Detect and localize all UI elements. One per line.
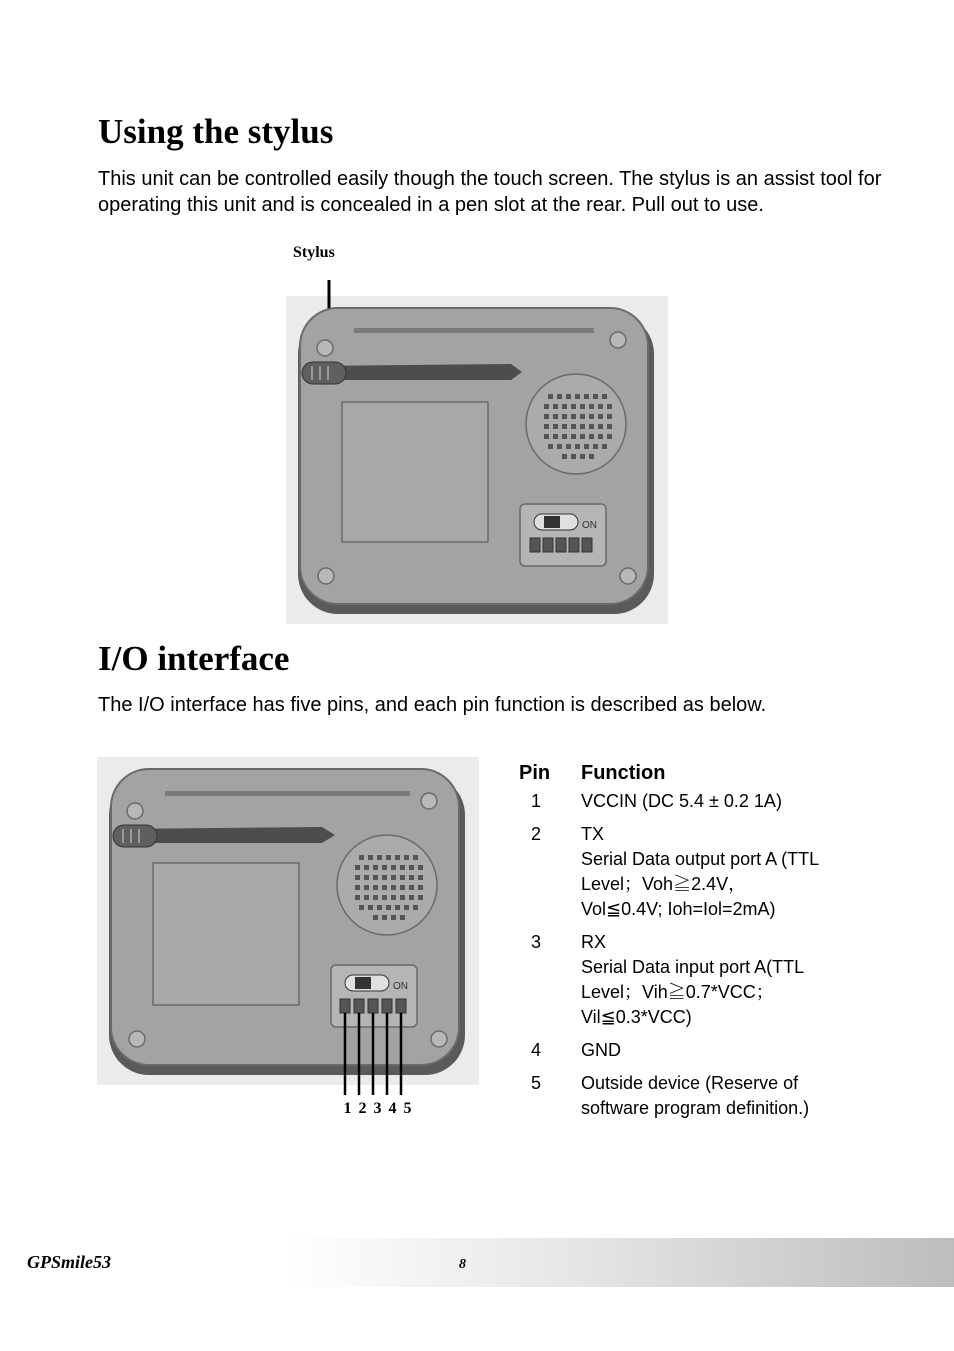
io-pins <box>340 999 406 1013</box>
switch-knob <box>355 977 371 989</box>
pin-row <box>519 1071 899 1121</box>
function-column-header: Function <box>581 762 666 784</box>
pin-number-labels <box>340 1100 415 1118</box>
screw-bottom-right <box>620 568 636 584</box>
top-groove <box>354 328 594 333</box>
pin-number-label: 2 <box>358 1100 367 1117</box>
stylus-paragraph: This unit can be controlled easily though the touch screen. The stylus is an assist tool for operating this unit and is concealed in a pen slot at the rear. Pull out to use. <box>98 168 882 216</box>
pin-function-table <box>519 759 899 1121</box>
screw-top-left <box>127 803 143 819</box>
function-line: Level；Vih≧0.7*VCC； <box>581 982 774 1002</box>
pin-number-label: 1 <box>343 1100 352 1117</box>
io-panel <box>520 504 606 566</box>
pin-number: 2 <box>531 824 542 844</box>
screw-top-right <box>610 332 626 348</box>
top-groove <box>165 791 410 796</box>
pin-function <box>581 789 899 814</box>
function-line: Outside device (Reserve of <box>581 1073 799 1093</box>
page-number: 8 <box>459 1257 466 1272</box>
io-paragraph: The I/O interface has five pins, and each pin function is described as below. <box>98 694 767 716</box>
footer-bar <box>0 1238 954 1287</box>
function-line: RX <box>581 932 607 952</box>
pin-row <box>519 822 899 922</box>
pin-row <box>519 1038 899 1063</box>
pin-number-label: 5 <box>403 1100 412 1117</box>
pin-row <box>519 789 899 814</box>
pin-number: 3 <box>531 932 542 952</box>
device-rear-io-figure <box>97 757 479 1107</box>
device-rear-stylus-figure <box>286 276 668 624</box>
switch-on-label: ON <box>582 520 597 531</box>
screw-top-left <box>317 340 333 356</box>
screw-bottom-right <box>431 1031 447 1047</box>
screw-bottom-left <box>129 1031 145 1047</box>
screw-bottom-left <box>318 568 334 584</box>
function-line: Vil≦0.3*VCC) <box>581 1007 692 1027</box>
footer-model-name: GPSmile53 <box>27 1252 111 1272</box>
stylus-figure-label: Stylus <box>293 244 335 261</box>
io-pins <box>530 538 592 552</box>
pin-function <box>581 822 899 922</box>
function-line: Serial Data input port A(TTL <box>581 957 805 977</box>
function-line: software program definition.) <box>581 1098 810 1118</box>
function-line: VCCIN (DC 5.4 ± 0.2 1A) <box>581 791 782 811</box>
pin-number: 1 <box>531 791 542 811</box>
function-line: Vol≦0.4V; Ioh=Iol=2mA) <box>581 899 776 919</box>
stylus-grip <box>113 825 157 847</box>
pin-function <box>581 930 899 1030</box>
function-line: Level；Voh≧2.4V， <box>581 874 747 894</box>
function-line: TX <box>581 824 605 844</box>
pin-number: 5 <box>531 1073 542 1093</box>
section-title-stylus: Using the stylus <box>98 112 334 151</box>
label-area <box>153 863 299 1005</box>
label-area <box>342 402 488 542</box>
pin-column-header: Pin <box>519 762 551 784</box>
pin-function <box>581 1071 899 1121</box>
switch-knob <box>544 516 560 528</box>
pin-number-label: 3 <box>373 1100 382 1117</box>
pin-row <box>519 930 899 1030</box>
section-title-io: I/O interface <box>98 639 290 678</box>
function-line: Serial Data output port A (TTL <box>581 849 820 869</box>
pin-table-header <box>519 759 899 787</box>
function-line: GND <box>581 1040 621 1060</box>
pin-number: 4 <box>531 1040 542 1060</box>
screw-top-right <box>421 793 437 809</box>
pin-function <box>581 1038 899 1063</box>
switch-on-label: ON <box>393 981 408 992</box>
stylus-grip <box>302 362 346 384</box>
pin-number-label: 4 <box>388 1100 397 1117</box>
